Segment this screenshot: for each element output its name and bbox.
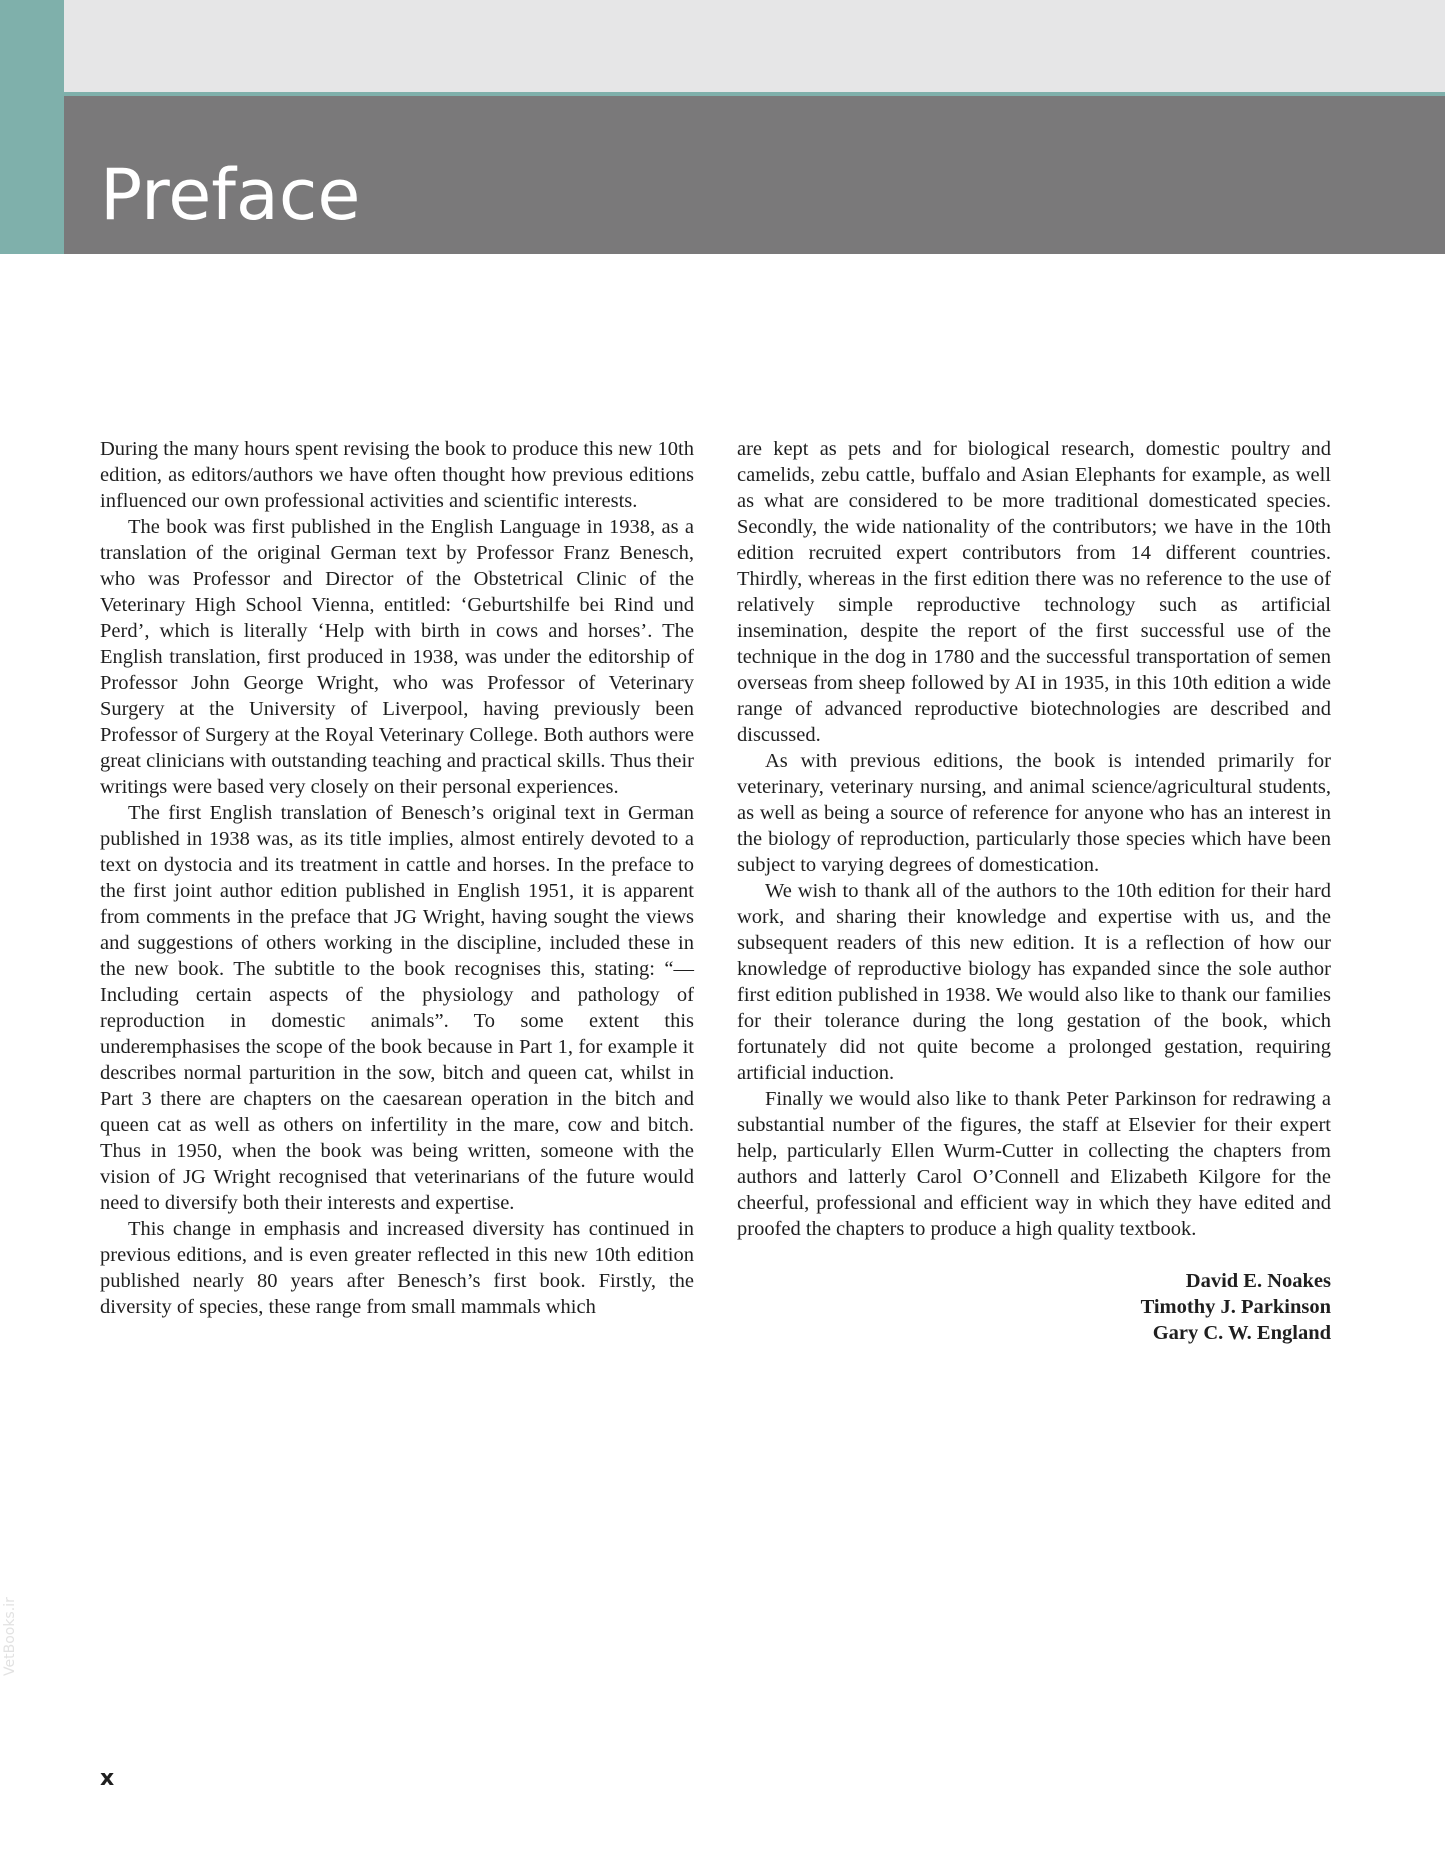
paragraph: As with previous editions, the book is intended primarily for veterinary, veterinary nursing, and animal science/agricultural students, as well as being a source of reference for anyone who has an interest in the biology of reproduction, particularly those species which have been subject to varying degrees of domestication.	[737, 750, 1331, 876]
paragraph: Finally we would also like to thank Peter Parkinson for redrawing a substantial number of the figures, the staff at Elsevier for their expert help, particularly Ellen Wurm-Cutter in collecting the chapters from authors and latterly Carol O’Connell and Elizabeth Kilgore for the cheerful, professional and efficient way in which they have edited and proofed the chapters to produce a high quality textbook.	[737, 1088, 1331, 1240]
paragraph: The first English translation of Benesch’s original text in German published in 1938 was, as its title implies, almost entirely devoted to a text on dystocia and its treatment in cattle and horses. In the preface to the first joint author edition published in English 1951, it is apparent from comments in the preface that JG Wright, having sought the views and suggestions of others working in the discipline, included these in the new book. The subtitle to the book recognises this, stating: “—Including certain aspects of the physiology and pathology of reproduction in domestic animals”. To some extent this underemphasises the scope of the book because in Part 1, for example it describes normal parturition in the sow, bitch and queen cat, whilst in Part 3 there are chapters on the caesarean operation in the bitch and queen cat as well as others on infertility in the mare, cow and bitch. Thus in 1950, when the book was being written, someone with the vision of JG Wright recognised that veterinarians of the future would need to diversify both their interests and expertise.	[100, 802, 694, 1214]
left-text-column	[100, 436, 694, 1320]
author-signatures	[737, 1268, 1331, 1346]
page-number: x	[100, 1766, 115, 1791]
paragraph: We wish to thank all of the authors to the 10th edition for their hard work, and sharing their knowledge and expertise with us, and the subsequent readers of this new edition. It is a reflection of how our knowledge of reproductive biology has expanded since the sole author first edition published in 1938. We would also like to thank our families for their tolerance during the long gestation of the book, which fortunately did not quite become a prolonged gestation, requiring artificial induction.	[737, 880, 1331, 1084]
author-name: Gary C. W. England	[1152, 1322, 1331, 1344]
teal-accent-strip	[0, 0, 64, 254]
paragraph: are kept as pets and for biological research, domestic poultry and camelids, zebu cattle, buffalo and Asian Elephants for example, as well as what are considered to be more traditional domesticated species. Secondly, the wide nationality of the contributors; we have in the 10th edition recruited expert contributors from 14 different countries. Thirdly, whereas in the first edition there was no reference to the use of relatively simple reproductive technology such as artificial insemination, despite the report of the first successful use of the technique in the dog in 1780 and the successful transportation of semen overseas from sheep followed by AI in 1935, in this 10th edition a wide range of advanced reproductive biotechnologies are described and discussed.	[737, 438, 1331, 746]
watermark: VetBooks.ir	[2, 1597, 18, 1676]
right-text-column	[737, 436, 1331, 1346]
paragraph: The book was first published in the English Language in 1938, as a translation of the original German text by Professor Franz Benesch, who was Professor and Director of the Obstetrical Clinic of the Veterinary High School Vienna, entitled: ‘Geburtshilfe bei Rind und Perd’, which is literally ‘Help with birth in cows and horses’. The English translation, first produced in 1938, was under the editorship of Professor John George Wright, who was Professor of Veterinary Surgery at the University of Liverpool, having previously been Professor of Surgery at the Royal Veterinary College. Both authors were great clinicians with outstanding teaching and practical skills. Thus their writings were based very closely on their personal experiences.	[100, 516, 694, 798]
header-top-band	[64, 0, 1445, 92]
author-name: Timothy J. Parkinson	[1140, 1296, 1331, 1318]
page-title: Preface	[100, 154, 361, 236]
author-name: David E. Noakes	[1185, 1270, 1331, 1292]
paragraph: During the many hours spent revising the book to produce this new 10th edition, as editors/authors we have often thought how previous editions influenced our own professional activities and scientific interests.	[100, 438, 694, 512]
paragraph: This change in emphasis and increased diversity has continued in previous editions, and is even greater reflected in this new 10th edition published nearly 80 years after Benesch’s first book. Firstly, the diversity of species, these range from small mammals which	[100, 1218, 694, 1318]
